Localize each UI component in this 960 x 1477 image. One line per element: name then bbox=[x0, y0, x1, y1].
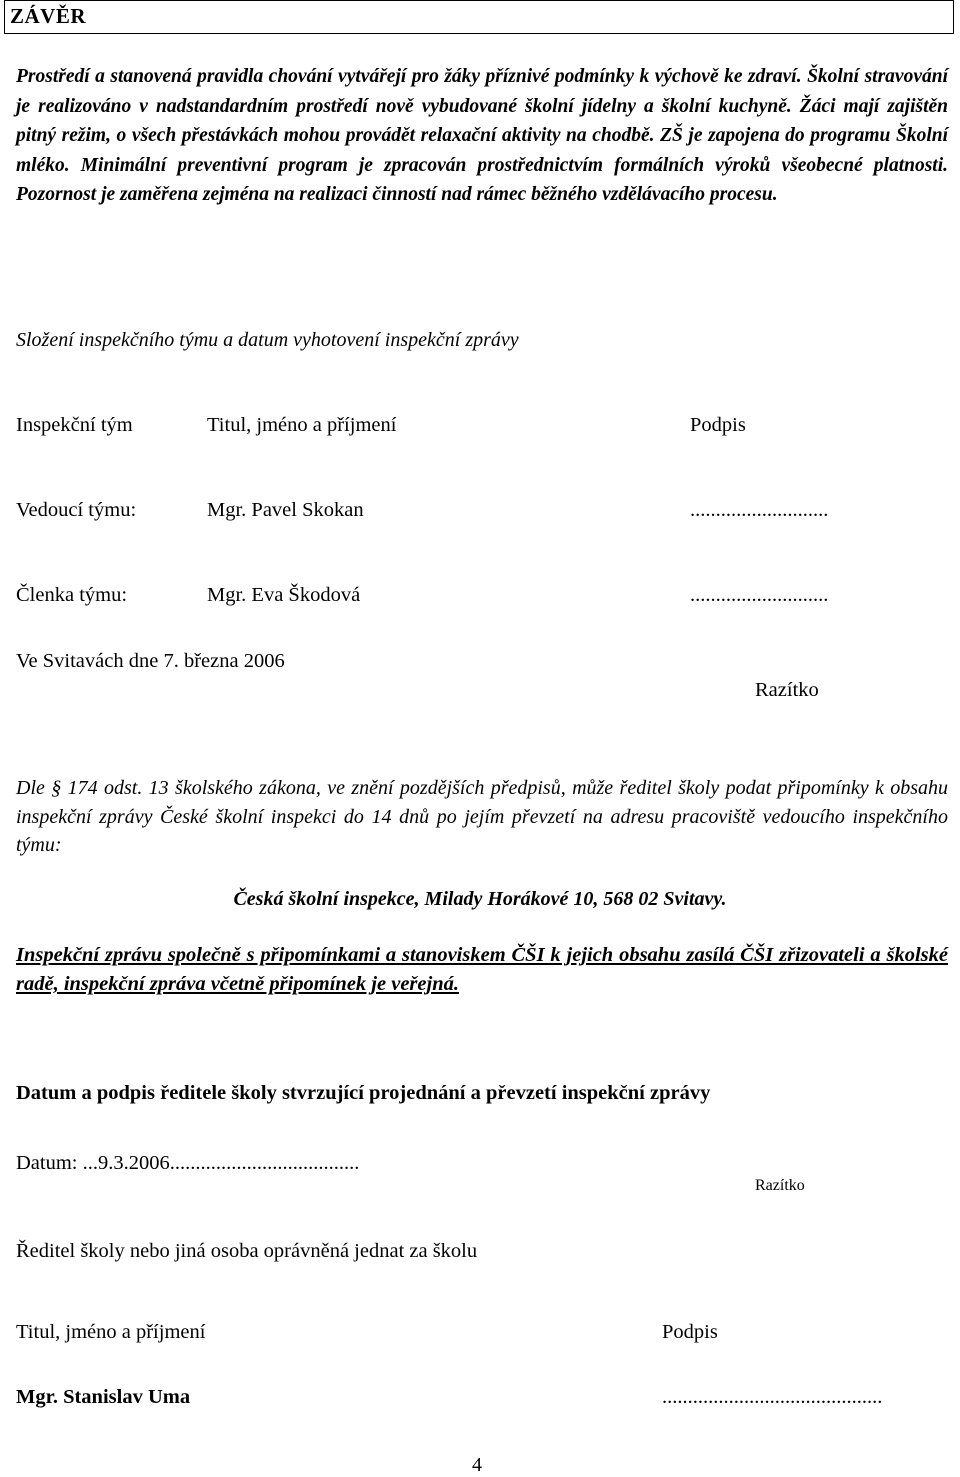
conclusion-summary bbox=[16, 62, 948, 210]
summary-sentence-2: Školní stravování je realizováno v nadstandardním prostředí nově vybudované školní jídelny a školní kuchyně. bbox=[16, 66, 948, 117]
team-lead-role: Vedoucí týmu: bbox=[16, 499, 137, 521]
column-role-header: Inspekční tým bbox=[16, 414, 133, 436]
director-name: Mgr. Stanislav Uma bbox=[16, 1386, 191, 1408]
confirmation-date: Datum: ...9.3.2006..................................... bbox=[16, 1152, 360, 1174]
column-signature-header: Podpis bbox=[690, 414, 746, 436]
team-section-heading: Složení inspekčního týmu a datum vyhotovení inspekční zprávy bbox=[16, 329, 519, 351]
summary-sentence-1: Prostředí a stanovená pravidla chování vytvářejí pro žáky příznivé podmínky k výchově ke zdraví. bbox=[16, 66, 802, 87]
team-lead-name: Mgr. Pavel Skokan bbox=[207, 499, 364, 521]
team-member-signature: ........................... bbox=[690, 584, 829, 606]
school-stamp-label: Razítko bbox=[755, 1177, 805, 1194]
team-member-role: Členka týmu: bbox=[16, 584, 128, 606]
conclusion-heading-box bbox=[4, 0, 954, 34]
director-signature: ........................................... bbox=[662, 1386, 883, 1408]
summary-sentence-4: ZŠ je zapojena do programu Školní mléko. bbox=[16, 125, 949, 176]
director-name-label: Titul, jméno a příjmení bbox=[16, 1321, 206, 1343]
director-signature-label: Podpis bbox=[662, 1321, 718, 1343]
column-name-header: Titul, jméno a příjmení bbox=[207, 414, 397, 436]
inspection-stamp-label: Razítko bbox=[755, 679, 819, 701]
conclusion-heading: ZÁVĚR bbox=[10, 4, 87, 28]
place-and-date: Ve Svitavách dne 7. března 2006 bbox=[16, 650, 285, 672]
comment-rights-notice: Dle § 174 odst. 13 školského zákona, ve znění pozdějších předpisů, může ředitel školy podat připomínky k obsahu inspekční zprávy České školní inspekci do 14 dnů po jejím převzetí na adresu pracoviště vedoucího inspekčního týmu: bbox=[16, 777, 948, 856]
team-member-name: Mgr. Eva Škodová bbox=[207, 584, 361, 606]
summary-sentence-6: Pozornost je zaměřena zejména na realizaci činností nad rámec běžného vzdělávacího procesu. bbox=[16, 184, 778, 205]
team-lead-signature: ........................... bbox=[690, 499, 829, 521]
page-number: 4 bbox=[472, 1454, 482, 1476]
summary-sentence-3: Žáci mají zajištěn pitný režim, o všech přestávkách mohou provádět relaxační aktivity na chodbě. bbox=[16, 95, 949, 146]
summary-sentence-5: Minimální preventivní program je zpracován prostřednictvím formálních výroků všeobecné platnosti. bbox=[80, 154, 949, 176]
authorized-person-label: Ředitel školy nebo jiná osoba oprávněná jednat za školu bbox=[16, 1240, 478, 1262]
confirmation-heading: Datum a podpis ředitele školy stvrzující projednání a převzetí inspekční zprávy bbox=[16, 1082, 711, 1104]
inspection-address: Česká školní inspekce, Milady Horákové 10, 568 02 Svitavy. bbox=[233, 888, 727, 910]
publication-text: Inspekční zprávu společně s připomínkami a stanoviskem ČŠI k jejich obsahu zasílá ČŠI zřizovateli a školské radě, inspekční zpráva včetně připomínek je veřejná. bbox=[16, 944, 948, 995]
publication-notice bbox=[16, 941, 948, 999]
